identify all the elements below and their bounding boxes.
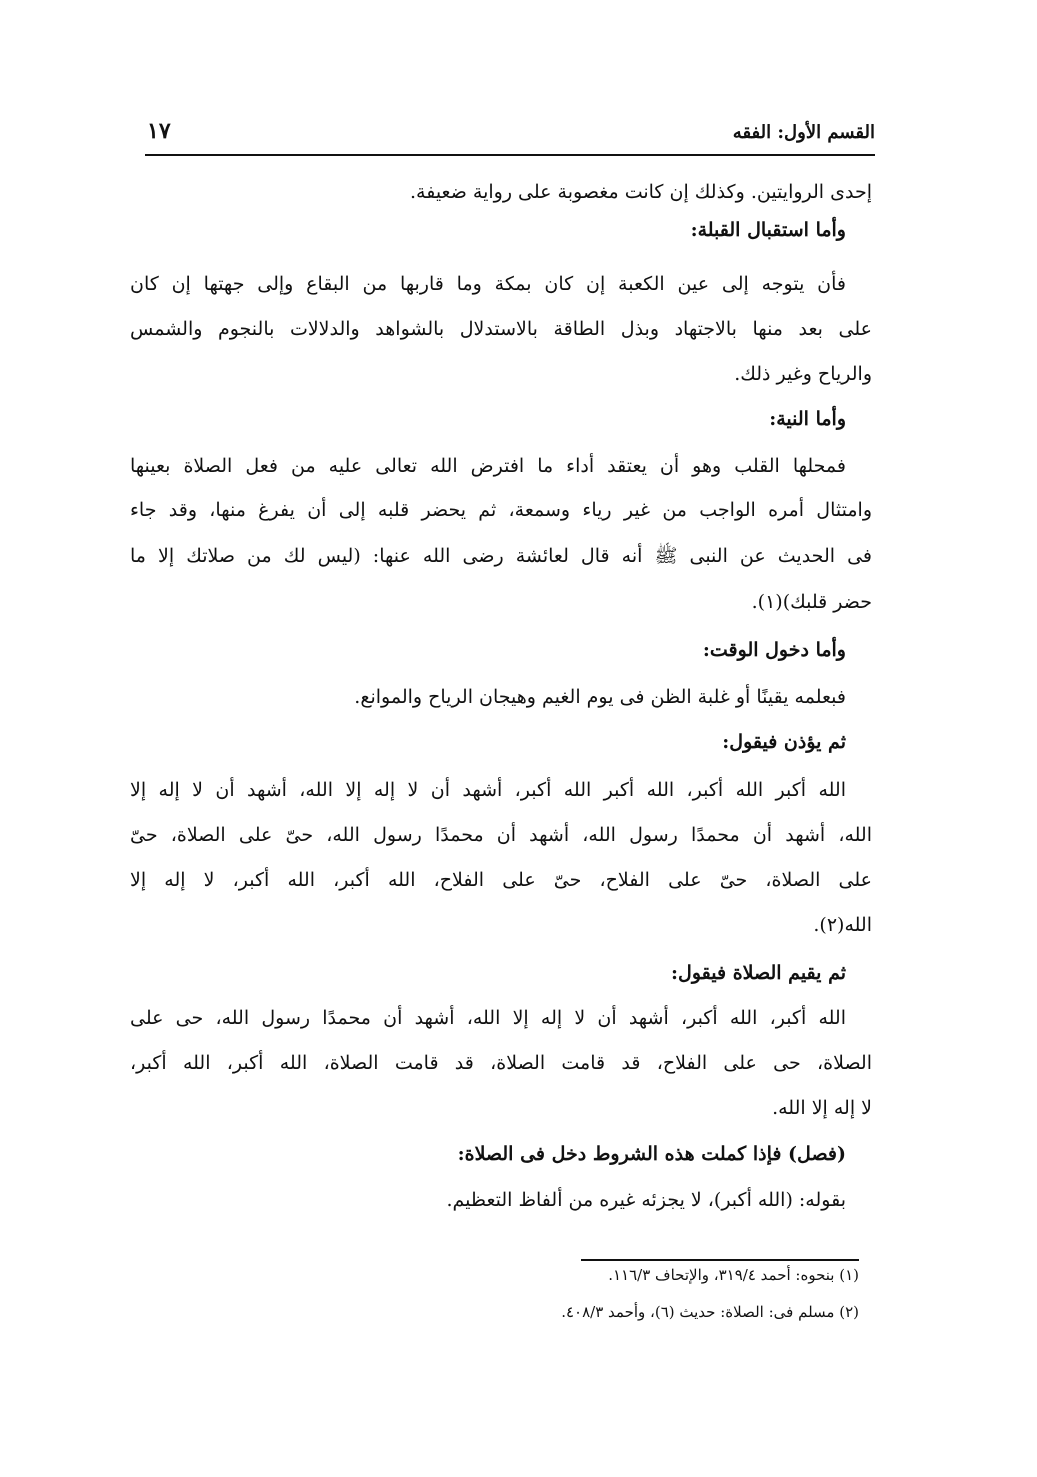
- section-heading: وأما دخول الوقت:: [702, 639, 846, 661]
- text-line: وامتثال أمره الواجب من غير رياء وسمعة، ثم يحضر قلبه إلى أن يفرغ منها، وقد جاء: [130, 499, 872, 521]
- text-line: والرياح وغير ذلك.: [734, 363, 872, 385]
- section-heading: ثم يقيم الصلاة فيقول:: [671, 962, 846, 984]
- section-heading: وأما استقبال القبلة:: [690, 219, 846, 241]
- page-number: ١٧: [147, 118, 171, 144]
- section-heading: ثم يؤذن فيقول:: [722, 731, 846, 753]
- text-line: لا إله إلا الله.: [772, 1097, 872, 1119]
- text-line: الله أكبر الله أكبر، الله أكبر الله أكبر، أشهد أن لا إله إلا الله، أشهد أن لا إله إلا: [130, 779, 846, 801]
- text-line: فى الحديث عن النبى ﷺ أنه قال لعائشة رضى الله عنها: (ليس لك من صلاتك إلا ما: [130, 545, 872, 567]
- text-line: بقوله: (الله أكبر)، لا يجزئه غيره من ألفاظ التعظيم.: [446, 1189, 846, 1211]
- section-heading: (فصل) فإذا كملت هذه الشروط دخل فى الصلاة:: [457, 1143, 846, 1165]
- section-heading: وأما النية:: [769, 408, 846, 430]
- text-line: على الصلاة، حىّ على الفلاح، حىّ على الفلاح، الله أكبر، الله أكبر، لا إله إلا: [130, 869, 872, 891]
- text-line: حضر قلبك)(١).: [751, 591, 872, 613]
- text-line: فبعلمه يقينًا أو غلبة الظن فى يوم الغيم وهيجان الرياح والموانع.: [354, 686, 846, 708]
- footnote-1: (١) بنحوه: أحمد ٣١٩/٤، والإتحاف ١١٦/٣.: [608, 1266, 859, 1284]
- running-header: [145, 118, 875, 154]
- footnote-rule: [581, 1259, 859, 1261]
- text-line: الصلاة، حى على الفلاح، قد قامت الصلاة، قد قامت الصلاة، الله أكبر، الله أكبر،: [130, 1052, 872, 1074]
- footnote-2: (٢) مسلم فى: الصلاة: حديث (٦)، وأحمد ٤٠٨/٣.: [561, 1303, 859, 1321]
- text-line: فمحلها القلب وهو أن يعتقد أداء ما افترض الله تعالى عليه من فعل الصلاة بعينها: [130, 455, 846, 477]
- text-line: الله(٢).: [813, 914, 872, 936]
- text-line: على بعد منها بالاجتهاد وبذل الطاقة بالاستدلال بالشواهد والدلالات بالنجوم والشمس: [130, 318, 872, 340]
- header-rule: [145, 154, 875, 156]
- section-title: القسم الأول: الفقه: [732, 122, 875, 143]
- text-line: إحدى الروايتين. وكذلك إن كانت مغصوبة على رواية ضعيفة.: [409, 181, 872, 203]
- text-line: الله، أشهد أن محمدًا رسول الله، أشهد أن محمدًا رسول الله، حىّ على الصلاة، حىّ: [130, 824, 872, 846]
- text-line: فأن يتوجه إلى عين الكعبة إن كان بمكة وما قاربها من البقاع وإلى جهتها إن كان: [130, 273, 846, 295]
- text-line: الله أكبر، الله أكبر، أشهد أن لا إله إلا الله، أشهد أن محمدًا رسول الله، حى على: [130, 1007, 846, 1029]
